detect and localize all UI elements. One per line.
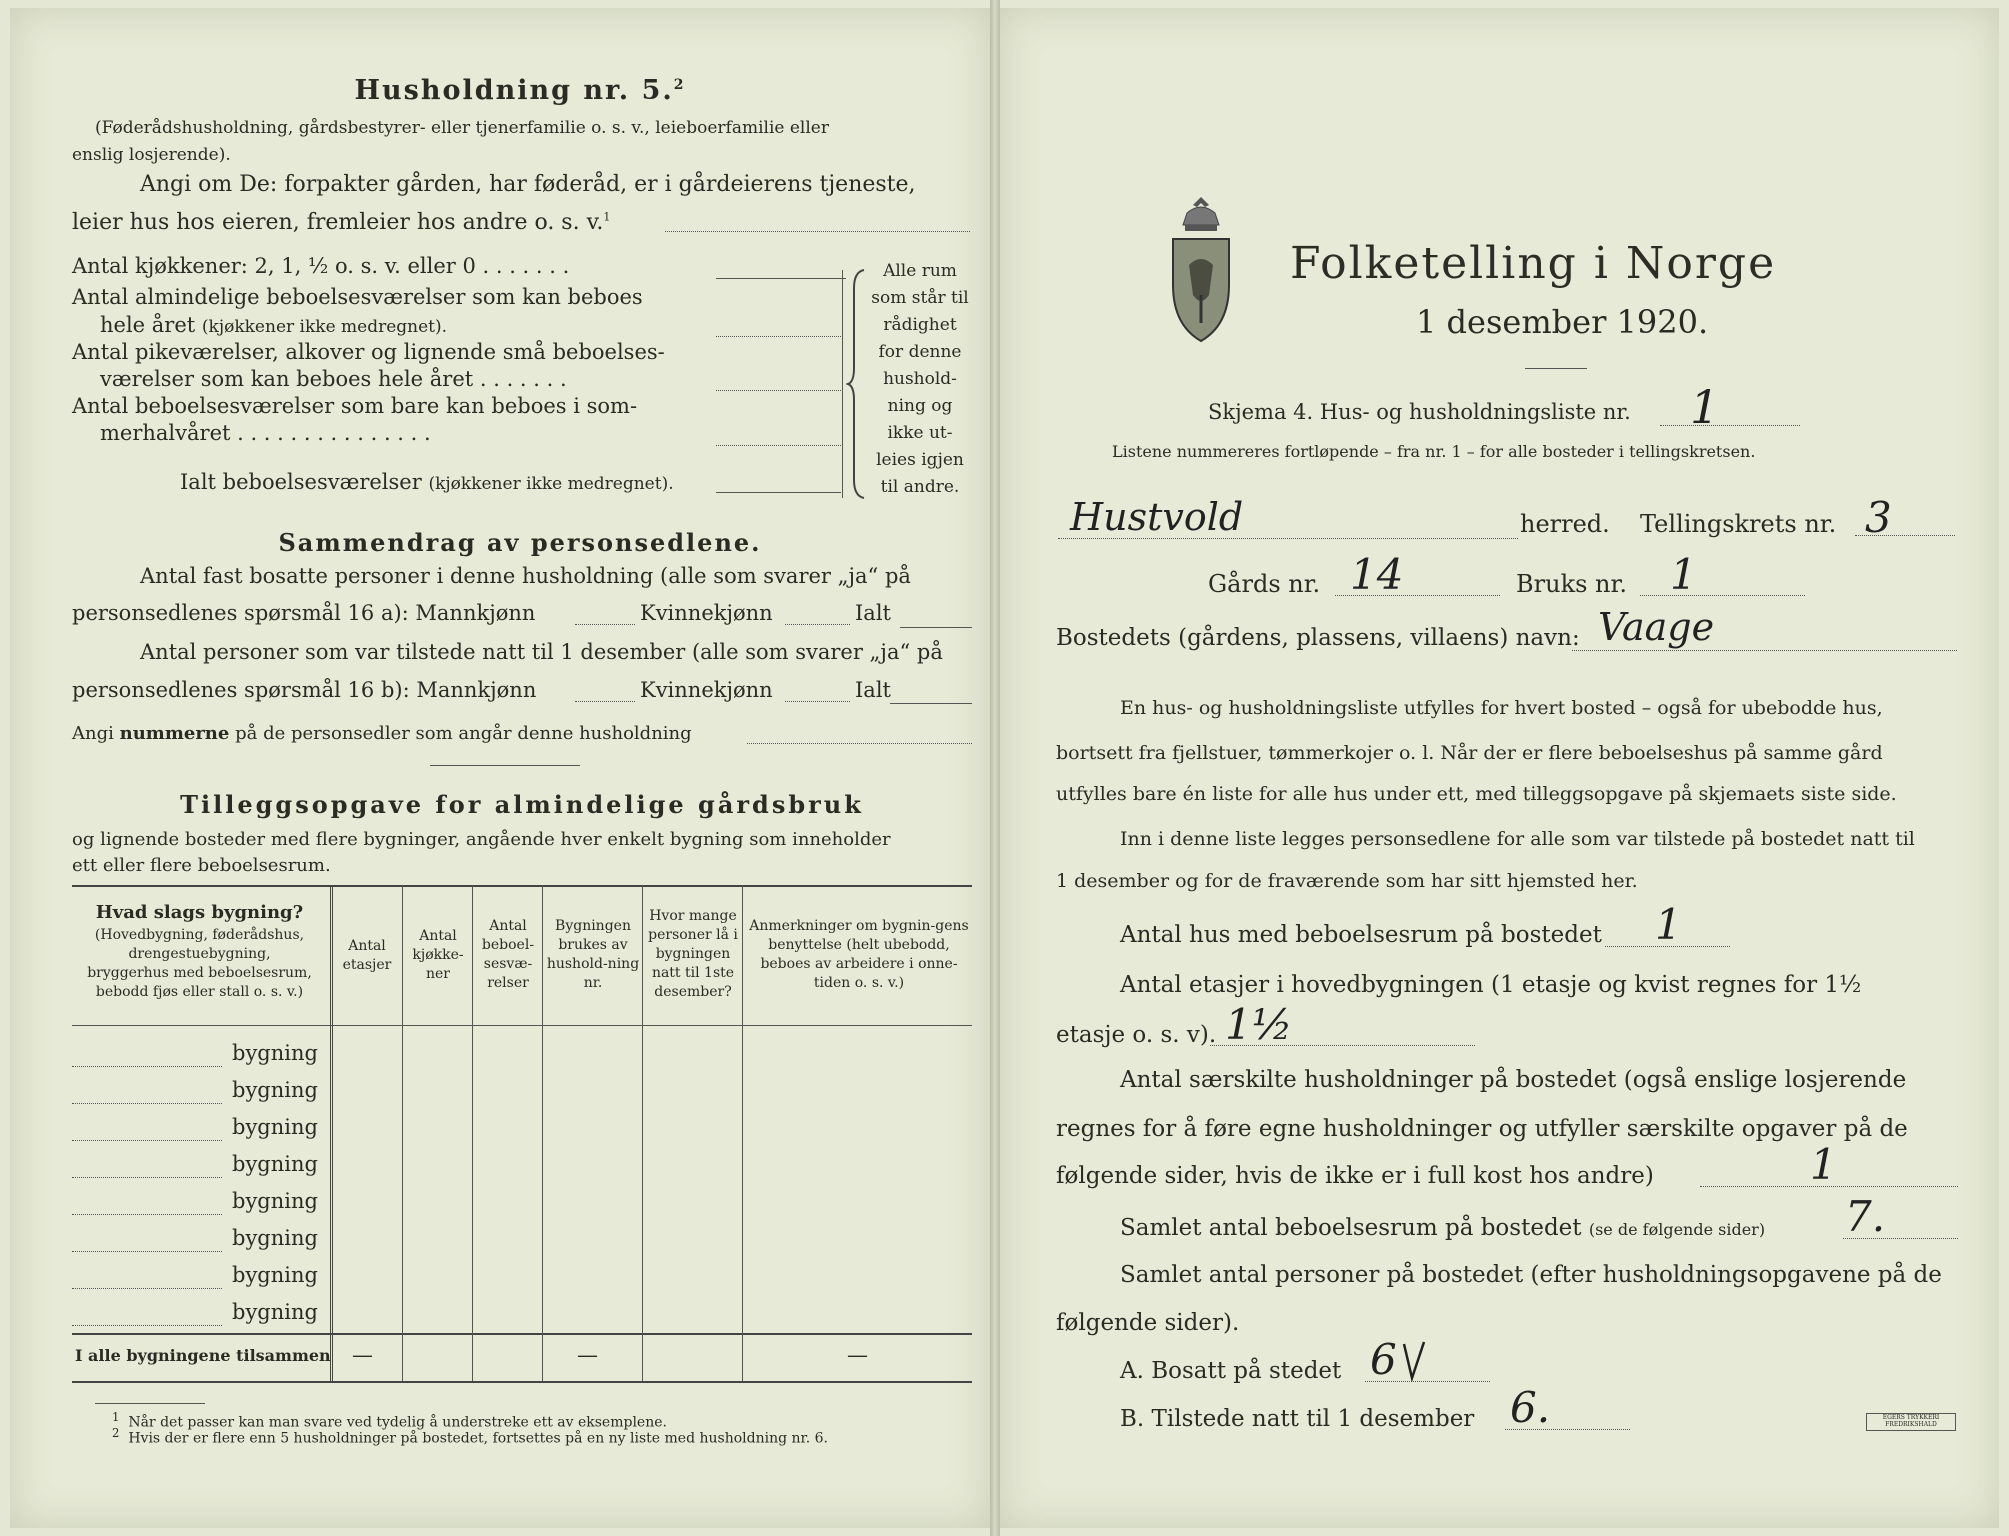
houses-value[interactable]: 1 bbox=[1655, 900, 1682, 949]
brace-note-line: som står til bbox=[871, 288, 969, 308]
persons-label-a: Samlet antal personer på bostedet (efter husholdningsopgavene på de bbox=[1120, 1262, 1942, 1288]
table-row bbox=[72, 1186, 972, 1222]
rooms-label-b: hele året (kjøkkener ikke medregnet). bbox=[100, 313, 448, 337]
brace-note-line: til andre. bbox=[880, 477, 960, 497]
row-label: bygning bbox=[232, 1078, 318, 1102]
footnote-1: $^1$ Når det passer kan man svare ved tydelig å understreke ett av eksemplene. bbox=[112, 1410, 667, 1431]
total-dash: — bbox=[577, 1343, 598, 1367]
supplement-desc-1: og lignende bosteder med flere bygninger, angående hver enkelt bygning som inneholder bbox=[72, 829, 891, 850]
brace-note-line: leies igjen bbox=[876, 450, 964, 470]
place-name-label: Bostedets (gårdens, plassens, villaens) navn: bbox=[1056, 625, 1580, 651]
building-type-field[interactable] bbox=[72, 1251, 222, 1252]
female-resident-field[interactable] bbox=[785, 624, 850, 625]
summer-rooms-answer-line[interactable] bbox=[716, 445, 841, 446]
total-resident-label: Ialt bbox=[855, 601, 891, 625]
info-p1: En hus- og husholdningsliste utfylles for hvert bosted – også for ubebodde hus, bbox=[1120, 697, 1883, 719]
brace-note-line: for denne bbox=[878, 342, 962, 362]
footnote-rule bbox=[95, 1403, 205, 1404]
place-name-line bbox=[1572, 650, 1957, 651]
resident-label: A. Bosatt på stedet bbox=[1120, 1358, 1342, 1384]
persons-label-b: følgende sider). bbox=[1056, 1310, 1240, 1336]
table-row bbox=[72, 1112, 972, 1148]
total-rooms-label: Ialt beboelsesværelser (kjøkkener ikke medregnet). bbox=[180, 470, 674, 494]
farm-number-value[interactable]: 14 bbox=[1350, 550, 1404, 599]
list-number-line bbox=[1660, 425, 1800, 426]
small-rooms-answer-line[interactable] bbox=[716, 390, 841, 391]
row-label: bygning bbox=[232, 1041, 318, 1065]
total-present-field[interactable] bbox=[890, 703, 972, 704]
table-row bbox=[72, 1149, 972, 1185]
right-page bbox=[1000, 8, 1999, 1528]
table-row bbox=[72, 1075, 972, 1111]
header-remarks: Anmerkninger om bygnin-gens benyttelse (helt ubebodd, beboes av arbeidere i onne-tiden o. s. v.) bbox=[749, 918, 969, 991]
municipality-value[interactable]: Hustvold bbox=[1070, 495, 1244, 539]
building-type-field[interactable] bbox=[72, 1214, 222, 1215]
floors-label-a: Antal etasjer i hovedbygningen (1 etasje og kvist regnes for 1½ bbox=[1120, 972, 1862, 998]
summer-rooms-label-a: Antal beboelsesværelser som bare kan beboes i som- bbox=[72, 394, 638, 418]
header-building-type: Hvad slags bygning? (Hovedbygning, føderådshus, drengestuebygning, bryggerhus med beboelsesrum, bebodd fjøs eller stall o. s. v.) bbox=[87, 902, 312, 1000]
place-name-value[interactable]: Vaage bbox=[1598, 605, 1715, 649]
summer-rooms-label-b: merhalvåret . . . . . . . . . . . . . . . bbox=[100, 421, 431, 445]
printer-stamp: EGERS TRYKKERI FREDRIKSHALD bbox=[1866, 1413, 1956, 1431]
total-rooms-answer-line[interactable] bbox=[716, 492, 841, 493]
row-label: bygning bbox=[232, 1189, 318, 1213]
page-fold bbox=[990, 0, 1000, 1536]
total-rooms-q-value[interactable]: 7. bbox=[1845, 1192, 1886, 1241]
census-title: Folketelling i Norge bbox=[1290, 238, 1777, 289]
holding-number-value[interactable]: 1 bbox=[1670, 550, 1697, 599]
total-present-label: Ialt bbox=[855, 678, 891, 702]
row-label: bygning bbox=[232, 1152, 318, 1176]
household-desc-1: (Føderådshusholdning, gårdsbestyrer- eller tjenerfamilie o. s. v., leieboerfamilie eller bbox=[95, 118, 829, 138]
title-divider bbox=[1525, 368, 1587, 369]
building-type-field[interactable] bbox=[72, 1288, 222, 1289]
table-total-rule bbox=[72, 1333, 972, 1335]
row-label: bygning bbox=[232, 1115, 318, 1139]
present-label: B. Tilstede natt til 1 desember bbox=[1120, 1406, 1475, 1432]
building-type-field[interactable] bbox=[72, 1325, 222, 1326]
rooms-label-a: Antal almindelige beboelsesværelser som kan beboes bbox=[72, 285, 643, 309]
census-district-value[interactable]: 3 bbox=[1865, 493, 1892, 542]
male-resident-field[interactable] bbox=[575, 624, 635, 625]
kitchens-label: Antal kjøkkener: 2, 1, ½ o. s. v. eller 0 . . . . . . . bbox=[72, 254, 570, 278]
total-row-label: I alle bygningene tilsammen bbox=[75, 1346, 331, 1365]
floors-label-b: etasje o. s. v). bbox=[1056, 1022, 1217, 1048]
summary-line-3: Antal personer som var tilstede natt til 1 desember (alle som svarer „ja“ på bbox=[140, 640, 943, 664]
building-type-field[interactable] bbox=[72, 1066, 222, 1067]
angi-answer-line[interactable] bbox=[665, 231, 970, 232]
list-number-value[interactable]: 1 bbox=[1690, 380, 1720, 434]
supplement-title: Tilleggsopgave for almindelige gårdsbruk bbox=[180, 790, 864, 819]
answer-column-rule bbox=[842, 270, 843, 498]
table-row bbox=[72, 1223, 972, 1259]
table-bottom-rule bbox=[72, 1381, 972, 1383]
info-p2: bortsett fra fjellstuer, tømmerkojer o. l. Når der er flere beboelseshus på samme gård bbox=[1056, 742, 1883, 764]
farm-number-label: Gårds nr. bbox=[1208, 570, 1321, 598]
resident-value[interactable]: 6 bbox=[1370, 1335, 1397, 1384]
female-resident-label: Kvinnekjønn bbox=[640, 601, 773, 625]
household-title: Husholdning nr. 5.$^2$ bbox=[354, 75, 686, 106]
table-row bbox=[72, 1260, 972, 1296]
census-date: 1 desember 1920. bbox=[1416, 303, 1709, 341]
brace-note-line: ikke ut- bbox=[887, 423, 953, 443]
households-label-a: Antal særskilte husholdninger på bostedet (også enslige losjerende bbox=[1120, 1067, 1907, 1093]
summary-line-2: personsedlenes spørsmål 16 a): Mannkjønn bbox=[72, 601, 536, 625]
present-value[interactable]: 6. bbox=[1510, 1383, 1551, 1432]
building-type-field[interactable] bbox=[72, 1177, 222, 1178]
summary-line-1: Antal fast bosatte personer i denne husholdning (alle som svarer „ja“ på bbox=[140, 564, 911, 588]
coat-of-arms-icon bbox=[1165, 195, 1237, 345]
schema-label: Skjema 4. Hus- og husholdningsliste nr. bbox=[1208, 400, 1631, 424]
household-desc-2: enslig losjerende). bbox=[72, 145, 231, 165]
buildings-table bbox=[72, 885, 972, 1385]
holding-number-line bbox=[1640, 595, 1805, 596]
table-header-rule bbox=[72, 1025, 972, 1026]
holding-number-label: Bruks nr. bbox=[1516, 570, 1627, 598]
households-value[interactable]: 1 bbox=[1810, 1140, 1837, 1189]
small-rooms-label-a: Antal pikeværelser, alkover og lignende små beboelses- bbox=[72, 340, 665, 364]
kitchens-answer-line[interactable] bbox=[716, 278, 846, 279]
houses-label: Antal hus med beboelsesrum på bostedet bbox=[1120, 922, 1602, 948]
brace-note-line: hushold- bbox=[883, 369, 957, 389]
rooms-answer-line[interactable] bbox=[716, 336, 841, 337]
row-label: bygning bbox=[232, 1226, 318, 1250]
person-numbers-field[interactable] bbox=[747, 743, 972, 744]
brace-note-line: Alle rum bbox=[883, 261, 957, 281]
header-persons: Hvor mange personer lå i bygningen natt til 1ste desember? bbox=[648, 908, 738, 1000]
info-p3: utfylles bare én liste for alle hus under ett, med tilleggsopgave på skjemaets siste side. bbox=[1056, 783, 1897, 805]
total-dash: — bbox=[847, 1343, 868, 1367]
female-present-label: Kvinnekjønn bbox=[640, 678, 773, 702]
brace-note-line: rådighet bbox=[883, 315, 957, 335]
angi-line-1: Angi om De: forpakter gården, har føderåd, er i gårdeierens tjeneste, bbox=[140, 172, 916, 197]
total-dash: — bbox=[352, 1343, 373, 1367]
building-type-field[interactable] bbox=[72, 1103, 222, 1104]
summary-line-5: Angi nummerne på de personsedler som angår denne husholdning bbox=[72, 723, 692, 744]
footnote-2: $^2$ Hvis der er flere enn 5 husholdninger på bostedet, fortsettes på en ny liste med husholdning nr. 6. bbox=[112, 1426, 828, 1447]
total-rooms-q-label: Samlet antal beboelsesrum på bostedet (se de følgende sider) bbox=[1120, 1215, 1766, 1241]
female-present-field[interactable] bbox=[785, 701, 850, 702]
small-rooms-label-b: værelser som kan beboes hele året . . . . . . . bbox=[100, 367, 567, 391]
section-divider bbox=[430, 765, 580, 766]
summary-line-4: personsedlenes spørsmål 16 b): Mannkjønn bbox=[72, 678, 537, 702]
header-floors: Antal etasjer bbox=[342, 938, 392, 973]
supplement-desc-2: ett eller flere beboelsesrum. bbox=[72, 855, 331, 876]
header-kitchens: Antal kjøkke-ner bbox=[412, 928, 464, 982]
curly-brace-icon bbox=[846, 268, 870, 500]
checkmark-icon bbox=[1400, 1340, 1428, 1382]
floors-value[interactable]: 1½ bbox=[1225, 1000, 1293, 1049]
brace-note bbox=[868, 258, 972, 501]
info-p5: 1 desember og for de fraværende som har sitt hjemsted her. bbox=[1056, 870, 1638, 892]
brace-note-line: ning og bbox=[887, 396, 953, 416]
summary-title: Sammendrag av personsedlene. bbox=[278, 528, 762, 557]
households-label-c: følgende sider, hvis de ikke er i full kost hos andre) bbox=[1056, 1163, 1654, 1189]
header-rooms: Antal beboel-sesvæ-relser bbox=[481, 918, 535, 991]
table-row bbox=[72, 1038, 972, 1074]
angi-line-2: leier hus hos eieren, fremleier hos andre o. s. v.$^1$ bbox=[72, 210, 611, 235]
census-district-label: Tellingskrets nr. bbox=[1640, 510, 1837, 538]
municipality-label: herred. bbox=[1520, 510, 1610, 538]
numbering-instruction: Listene nummereres fortløpende – fra nr. 1 – for alle bosteder i tellingskretsen. bbox=[1112, 442, 1756, 461]
row-label: bygning bbox=[232, 1300, 318, 1324]
households-label-b: regnes for å føre egne husholdninger og utfyller særskilte opgaver på de bbox=[1056, 1116, 1908, 1142]
male-present-field[interactable] bbox=[575, 701, 635, 702]
header-household-no: Bygningen brukes av hushold-ning nr. bbox=[546, 918, 640, 991]
table-top-rule bbox=[72, 885, 972, 887]
table-rows bbox=[72, 1038, 972, 1328]
total-resident-field[interactable] bbox=[900, 627, 972, 628]
info-p4: Inn i denne liste legges personsedlene for alle som var tilstede på bostedet natt til bbox=[1120, 828, 1915, 850]
row-label: bygning bbox=[232, 1263, 318, 1287]
table-row bbox=[72, 1297, 972, 1333]
building-type-field[interactable] bbox=[72, 1140, 222, 1141]
